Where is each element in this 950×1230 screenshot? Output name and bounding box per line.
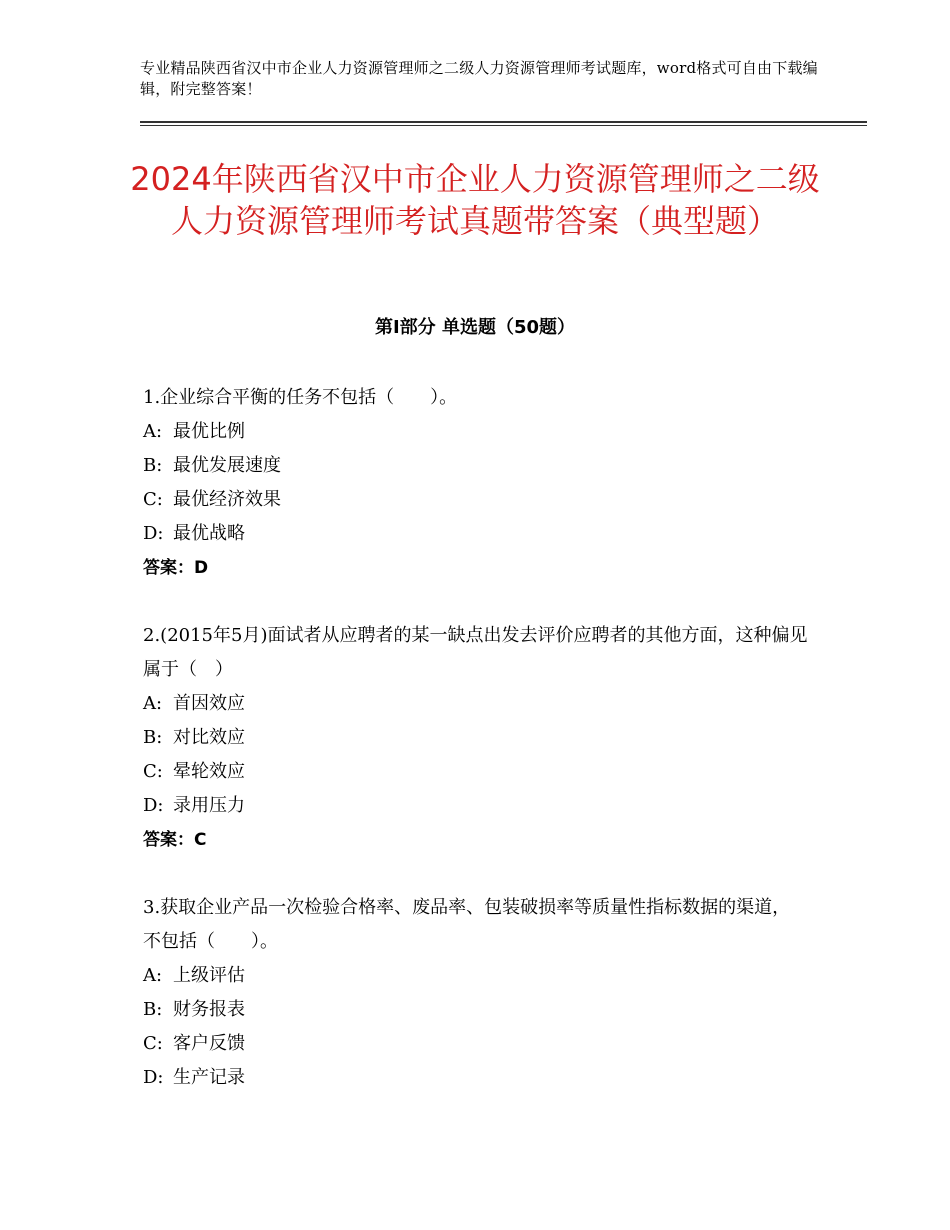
option-text: 最优战略 [173,523,245,544]
option-b [143,993,808,1027]
header-note: 专业精品陕西省汉中市企业人力资源管理师之二级人力资源管理师考试题库，word格式可自由下载编辑，附完整答案！ [140,59,818,98]
option-key: C: [143,1033,163,1054]
question-2 [143,619,808,857]
option-key: B: [143,999,163,1020]
option-key: C: [143,489,163,510]
option-key: D: [143,523,164,544]
option-key: B: [143,727,163,748]
question-1 [143,381,808,585]
option-b [143,449,808,483]
option-text: 最优发展速度 [173,455,281,476]
answer-label: 答案： [143,558,194,578]
option-text: 晕轮效应 [173,761,245,782]
option-c [143,1027,808,1061]
option-key: A: [143,965,163,986]
option-c [143,483,808,517]
option-text: 首因效应 [173,693,245,714]
question-stem: 1.企业综合平衡的任务不包括（ ）。 [143,387,458,408]
answer-value: D [194,558,209,578]
option-key: B: [143,455,163,476]
option-text: 财务报表 [173,999,245,1020]
option-b [143,721,808,755]
option-key: D: [143,1067,164,1088]
document-title: 2024年陕西省汉中市企业人力资源管理师之二级人力资源管理师考试真题带答案（典型题） [130,160,820,240]
option-key: A: [143,421,163,442]
option-a [143,687,808,721]
option-text: 最优经济效果 [173,489,281,510]
option-c [143,755,808,789]
answer-label: 答案： [143,830,194,850]
option-d [143,789,808,823]
question-stem: 2.(2015年5月)面试者从应聘者的某一缺点出发去评价应聘者的其他方面，这种偏见属于（ ） [143,625,808,680]
option-a [143,959,808,993]
option-d [143,1061,808,1095]
answer-line [143,551,808,585]
option-text: 对比效应 [173,727,245,748]
section-title: 第Ⅰ部分 单选题（50题） [374,317,575,338]
answer-value: C [194,830,207,850]
option-text: 客户反馈 [173,1033,245,1054]
option-text: 上级评估 [173,965,245,986]
option-text: 最优比例 [173,421,245,442]
question-3 [143,891,808,1095]
option-d [143,517,808,551]
option-a [143,415,808,449]
option-key: A: [143,693,163,714]
option-text: 生产记录 [173,1067,245,1088]
header-divider-thin [140,125,867,126]
answer-line [143,823,808,857]
question-stem: 3.获取企业产品一次检验合格率、废品率、包装破损率等质量性指标数据的渠道，不包括（ ）。 [143,897,791,952]
question-list [143,381,808,1129]
option-key: C: [143,761,163,782]
option-text: 录用压力 [173,795,245,816]
header-divider-thick [140,121,867,123]
option-key: D: [143,795,164,816]
